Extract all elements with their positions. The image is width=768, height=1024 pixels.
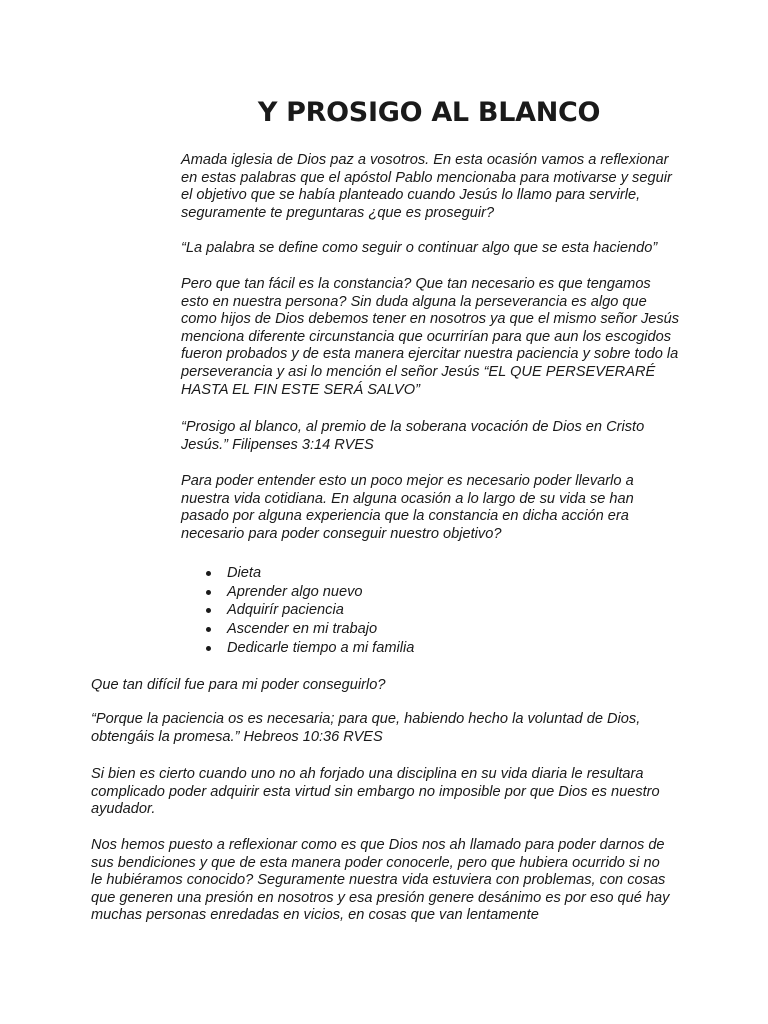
discipline-paragraph: Si bien es cierto cuando uno no ah forjado una disciplina en su vida diaria le resultara complicado poder adquirir esta virtud sin embargo no imposible por que Dios es nuestro ayudador.: [91, 766, 660, 818]
bullet-icon: [206, 571, 211, 576]
examples-list: [206, 564, 414, 658]
bullet-icon: [206, 627, 211, 632]
list-item: Dedicarle tiempo a mi familia: [206, 639, 414, 658]
hebrews-quote: “Porque la paciencia os es necesaria; para que, habiendo hecho la voluntad de Dios, obtengáis la promesa.” Hebreos 10:36 RVES: [91, 711, 641, 745]
perseverance-paragraph: Pero que tan fácil es la constancia? Que tan necesario es que tengamos esto en nuestra persona? Sin duda alguna la perseverancia es algo que como hijos de Dios debemos tener en nosotros ya que el mismo señor Jesús menciona diferente circunstancia que ocurrirían para que aun los escogidos fueron probados y de esta manera ejercitar nuestra paciencia y sobre todo la perseverancia y asi lo mención el señor Jesús “EL QUE PERSEVERARÉ HASTA EL FIN ESTE SERÁ SALVO”: [181, 276, 680, 398]
question-paragraph: Que tan difícil fue para mi poder conseguirlo?: [91, 677, 386, 693]
list-item: Aprender algo nuevo: [206, 583, 414, 602]
list-item: Dieta: [206, 564, 414, 583]
reflection-paragraph: Nos hemos puesto a reflexionar como es que Dios nos ah llamado para poder darnos de sus bendiciones y que de esta manera poder conocerle, pero que hubiera ocurrido si no le hubiéramos conocido? Seguramente nuestra vida estuviera con problemas, con cosas que generen una presión en nosotros y esa presión genere desánimo es por eso qué hay muchas personas enredadas en vicios, en cosas que van lentamente: [91, 837, 670, 924]
intro-paragraph: Amada iglesia de Dios paz a vosotros. En esta ocasión vamos a reflexionar en estas palabras que el apóstol Pablo mencionaba para motivarse y seguir el objetivo que se había planteado cuando Jesús lo llamo para servirle, seguramente te preguntaras ¿que es proseguir?: [181, 152, 672, 221]
daily-life-paragraph: Para poder entender esto un poco mejor es necesario poder llevarlo a nuestra vida cotidiana. En alguna ocasión a lo largo de su vida se han pasado por alguna experiencia que la constancia en dicha acción era necesario para poder conseguir nuestro objetivo?: [181, 473, 634, 542]
definition-quote: “La palabra se define como seguir o continuar algo que se esta haciendo”: [181, 240, 658, 256]
bullet-icon: [206, 608, 211, 613]
document-title: Y PROSIGO AL BLANCO: [257, 97, 601, 128]
bullet-icon: [206, 646, 211, 651]
list-item: Ascender en mi trabajo: [206, 620, 414, 639]
philippians-quote: “Prosigo al blanco, al premio de la soberana vocación de Dios en Cristo Jesús.” Filipenses 3:14 RVES: [181, 419, 645, 453]
bullet-icon: [206, 590, 211, 595]
list-item: Adquirír paciencia: [206, 601, 414, 620]
